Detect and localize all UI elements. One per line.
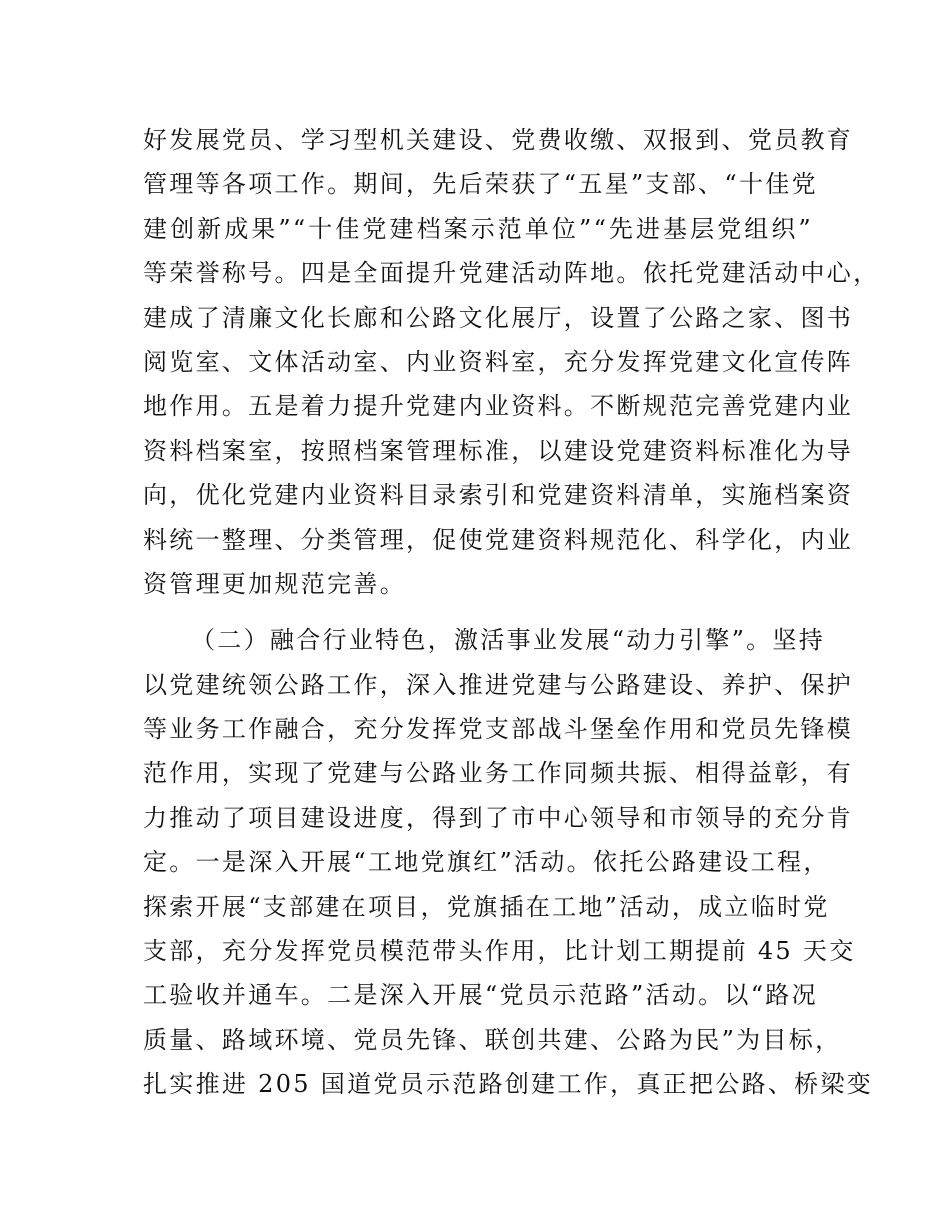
text-line: 扎实推进 205 国道党员示范路创建工作，真正把公路、桥梁变 (143, 1070, 874, 1099)
text-line: 工验收并通车。二是深入开展“党员示范路”活动。以“路况 (143, 981, 818, 1010)
text-line: 资料档案室，按照档案管理标准，以建设党建资料标准化为导 (143, 436, 854, 465)
text-line: 以党建统领公路工作，深入推进党建与公路建设、养护、保护 (143, 670, 854, 699)
text-line: 好发展党员、学习型机关建设、党费收缴、双报到、党员教育 (143, 126, 854, 154)
paragraph-industry-integration (143, 618, 874, 1106)
text-line: 探索开展“支部建在项目，党旗插在工地”活动，成立临时党 (143, 892, 830, 921)
text-line: 向，优化党建内业资料目录索引和党建资料清单，实施档案资 (143, 481, 854, 510)
paragraph-party-building (143, 118, 880, 606)
text-line: 地作用。五是着力提升党建内业资料。不断规范完善党建内业 (143, 392, 854, 421)
text-line: 料统一整理、分类管理，促使党建资料规范化、科学化，内业 (143, 525, 854, 554)
text-line: 质量、路域环境、党员先锋、联创共建、公路为民”为目标， (143, 1025, 842, 1054)
paragraph-spacer (143, 606, 813, 618)
text-line: 管理等各项工作。期间，先后荣获了“五星”支部、“十佳党 (143, 170, 818, 199)
text-line: 建创新成果”“十佳党建档案示范单位”“先进基层党组织” (143, 214, 813, 243)
text-line-first: （二）融合行业特色，激活事业发展“动力引擎”。坚持 (191, 626, 826, 655)
text-line-last: 资管理更加规范完善。 (143, 569, 406, 598)
text-line: 定。一是深入开展“工地党旗红”活动。依托公路建设工程， (143, 848, 830, 877)
text-line: 支部，充分发挥党员模范带头作用，比计划工期提前 45 天交 (143, 937, 856, 966)
text-line: 建成了清廉文化长廊和公路文化展厅，设置了公路之家、图书 (143, 303, 854, 332)
text-line: 阅览室、文体活动室、内业资料室，充分发挥党建文化宣传阵 (143, 347, 854, 376)
text-line: 等荣誉称号。四是全面提升党建活动阵地。依托党建活动中心， (143, 259, 880, 288)
text-line: 力推动了项目建设进度，得到了市中心领导和市领导的充分肯 (143, 803, 854, 832)
document-body (143, 118, 880, 1107)
text-line: 范作用，实现了党建与公路业务工作同频共振、相得益彰，有 (143, 759, 854, 788)
text-line: 等业务工作融合，充分发挥党支部战斗堡垒作用和党员先锋模 (143, 715, 854, 744)
